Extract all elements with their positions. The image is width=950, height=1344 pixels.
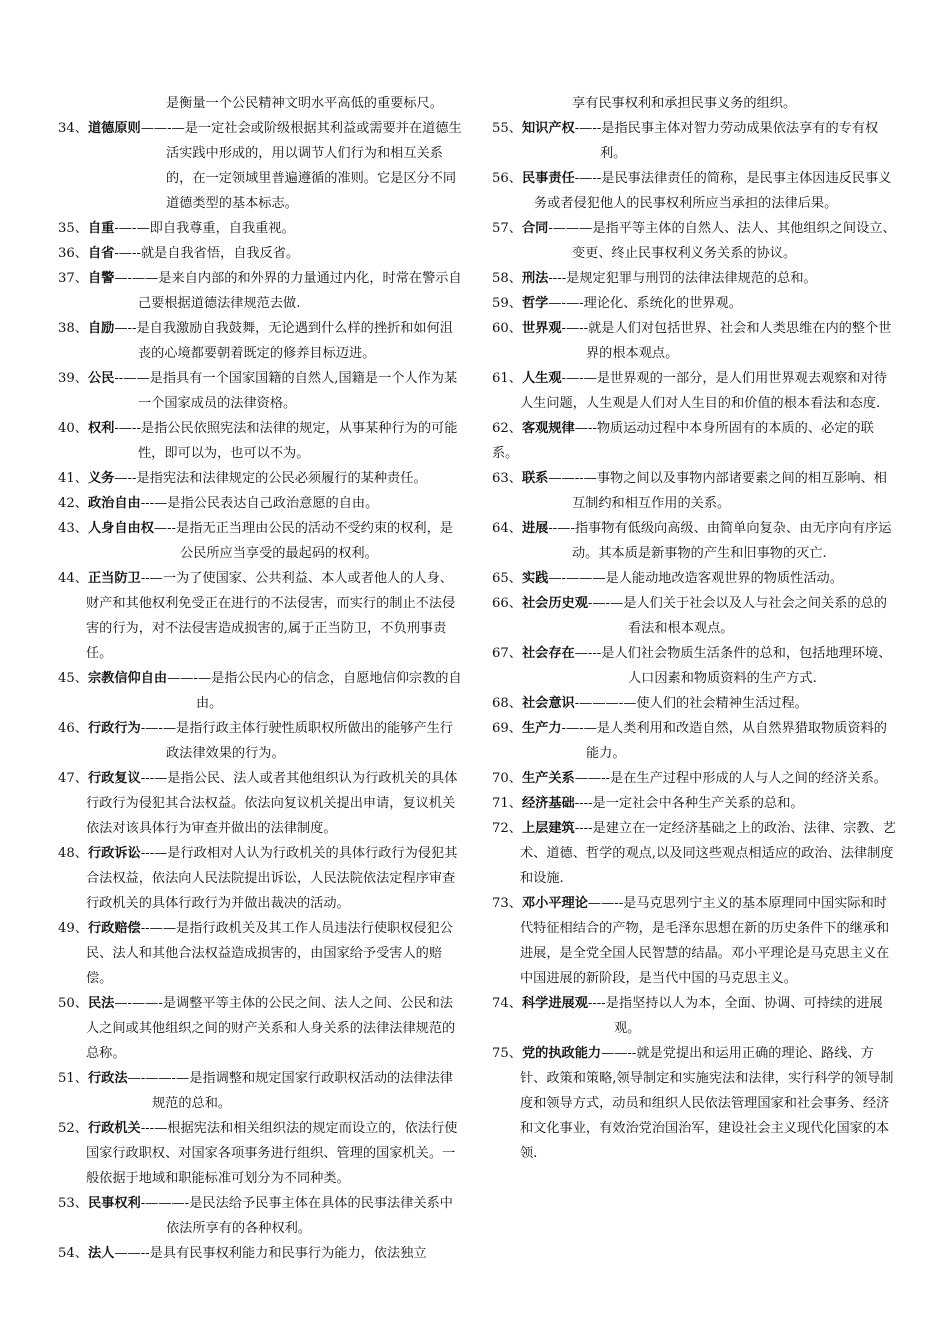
entry-definition: —--是指无正当理由公民的活动不受约束的权利，是公民所应当享受的最起码的权利。 — [153, 521, 453, 561]
entry-definition: -—--就是人们对包括世界、社会和人类思维在内的整个世界的根本观点。 — [561, 321, 892, 361]
entry-number: 70、 — [492, 771, 522, 786]
entry-term: 生产力 — [521, 721, 562, 736]
entry-term: 上层建筑 — [521, 821, 575, 836]
entry-r73 — [492, 891, 898, 991]
entry-term: 行政法 — [87, 1071, 128, 1086]
entry-number: 36、 — [58, 246, 88, 261]
entry-l48 — [58, 841, 466, 916]
entry-number: 55、 — [492, 121, 522, 136]
entry-definition: -—--是民事法律责任的简称，是民事主体因违反民事义务或者侵犯他人的民事权利所应当承担的法律后果。 — [534, 171, 892, 211]
entry-term: 刑法 — [521, 271, 549, 286]
entry-r62 — [492, 416, 898, 466]
entry-term: 社会意识 — [521, 696, 575, 711]
entry-number: 73、 — [492, 896, 522, 911]
entry-definition: ---—是行政相对人认为行政机关的具体行政行为侵犯其合法权益，依法向人民法院提出诉讼，人民法院依法定程序审查行政机关的具体行政行为并做出裁决的活动。 — [86, 846, 458, 911]
entry-number: 43、 — [58, 521, 88, 536]
entry-definition: —---是人们社会物质生活条件的总和，包括地理环境、人口因素和物质资料的生产方式. — [574, 646, 892, 686]
entry-definition: -—-—是世界观的一部分，是人们用世界观去观察和对待人生问题，人生观是人们对人生目的和价值的根本看法和态度. — [520, 371, 887, 411]
entry-r59 — [492, 291, 898, 316]
entry-term: 党的执政能力 — [521, 1046, 602, 1061]
entry-number: 64、 — [492, 521, 522, 536]
entry-definition: 享有民事权利和承担民事义务的组织。 — [572, 96, 797, 111]
entry-l42 — [58, 491, 466, 516]
entry-l46 — [58, 716, 466, 766]
entry-definition: --——是指行政机关及其工作人员违法行使职权侵犯公民、法人和其他合法权益造成损害的，由国家给予受害人的赔偿。 — [86, 921, 453, 986]
entry-term: 经济基础 — [521, 796, 575, 811]
entry-l50 — [58, 991, 466, 1066]
entry-number: 67、 — [492, 646, 522, 661]
entry-r70 — [492, 766, 898, 791]
left-column — [58, 91, 466, 1266]
entry-term: 自警 — [87, 271, 115, 286]
entry-number: 57、 — [492, 221, 522, 236]
entry-r61 — [492, 366, 898, 416]
entry-number: 48、 — [58, 846, 88, 861]
entry-definition: ——-—是指公民内心的信念，自愿地信仰宗教的自由。 — [167, 671, 462, 711]
entry-number: 44、 — [58, 571, 88, 586]
entry-term: 道德原则 — [87, 121, 141, 136]
entry-l34 — [58, 116, 466, 216]
entry-r-cont — [492, 91, 898, 116]
entry-l38 — [58, 316, 466, 366]
entry-term: 行政诉讼 — [87, 846, 141, 861]
entry-term: 正当防卫 — [87, 571, 141, 586]
entry-number: 66、 — [492, 596, 522, 611]
entry-r60 — [492, 316, 898, 366]
entry-number: 65、 — [492, 571, 522, 586]
entry-definition: -—-—即自我尊重，自我重视。 — [114, 221, 295, 236]
entry-l43 — [58, 516, 466, 566]
entry-number: 42、 — [58, 496, 88, 511]
entry-term: 行政行为 — [87, 721, 141, 736]
entry-r69 — [492, 716, 898, 766]
entry-definition: —--物质运动过程中本身所固有的本质的、必定的联系。 — [492, 421, 874, 461]
entry-term: 法人 — [87, 1246, 115, 1261]
entry-term: 客观规律 — [521, 421, 575, 436]
entry-term: 科学进展观 — [521, 996, 588, 1011]
entry-definition: ---—是指公民表达自己政治意愿的自由。 — [140, 496, 379, 511]
entry-number: 56、 — [492, 171, 522, 186]
entry-definition: -———-—使人们的社会精神生活过程。 — [574, 696, 808, 711]
entry-term: 自重 — [87, 221, 115, 236]
entry-definition: ——--是马克思列宁主义的基本原理同中国实际和时代特征相结合的产物，是毛泽东思想在新的历史条件下的继承和进展，是全党全国人民智慧的结晶。邓小平理论是马克思主义在中国进展的新阶段，是当代中国的马克思主义。 — [520, 896, 890, 986]
entry-r63 — [492, 466, 898, 516]
entry-term: 权利 — [87, 421, 115, 436]
entry-definition: -—-—是人类利用和改造自然，从自然界猎取物质资料的能力。 — [561, 721, 887, 761]
entry-term: 行政机关 — [87, 1121, 141, 1136]
entry-definition: -———-是民法给予民事主体在具体的民事法律关系中依法所享有的各种权利。 — [140, 1196, 453, 1236]
entry-l40 — [58, 416, 466, 466]
entry-number: 51、 — [58, 1071, 88, 1086]
right-column — [492, 91, 898, 1166]
entry-definition: -—--是指民事主体对智力劳动成果依法享有的专有权利。 — [574, 121, 879, 161]
entry-number: 46、 — [58, 721, 88, 736]
entry-r71 — [492, 791, 898, 816]
entry-number: 59、 — [492, 296, 522, 311]
entry-l35 — [58, 216, 466, 241]
entry-l36 — [58, 241, 466, 266]
entry-term: 民事权利 — [87, 1196, 141, 1211]
entry-l53 — [58, 1191, 466, 1241]
entry-number: 58、 — [492, 271, 522, 286]
entry-r67 — [492, 641, 898, 691]
entry-term: 社会历史观 — [521, 596, 588, 611]
entry-r74 — [492, 991, 898, 1041]
entry-l52 — [58, 1116, 466, 1191]
entry-definition: --—-指事物有低级向高级、由简单向复杂、由无序向有序运动。其本质是新事物的产生和旧事物的灭亡. — [548, 521, 892, 561]
entry-term: 知识产权 — [521, 121, 575, 136]
entry-definition: —--是指宪法和法律规定的公民必须履行的某种责任。 — [114, 471, 427, 486]
entry-definition: ---—根据宪法和相关组织法的规定而设立的，依法行使国家行政职权、对国家各项事务进行组织、管理的国家机关。一般依据于地域和职能标准可划分为不同种类。 — [86, 1121, 458, 1186]
entry-term: 自励 — [87, 321, 115, 336]
entry-term: 世界观 — [521, 321, 562, 336]
entry-definition: ----是一定社会中各种生产关系的总和。 — [574, 796, 804, 811]
entry-l54 — [58, 1241, 466, 1266]
entry-definition: —-——-—是指调整和规定国家行政职权活动的法律法律规范的总和。 — [127, 1071, 453, 1111]
entry-r68 — [492, 691, 898, 716]
entry-l47 — [58, 766, 466, 841]
entry-definition: 是衡量一个公民精神文明水平高低的重要标尺。 — [166, 96, 443, 111]
entry-definition: ---—是指公民、法人或者其他组织认为行政机关的具体行政行为侵犯其合法权益。依法向复议机关提出申请，复议机关依法对该具体行为审查并做出的法律制度。 — [86, 771, 458, 836]
entry-number: 63、 — [492, 471, 522, 486]
entry-term: 民法 — [87, 996, 115, 1011]
entry-term: 行政复议 — [87, 771, 141, 786]
entry-term: 联系 — [521, 471, 549, 486]
entry-definition: -—--就是自我省悟，自我反省。 — [114, 246, 300, 261]
entry-l41 — [58, 466, 466, 491]
entry-term: 生产关系 — [521, 771, 575, 786]
entry-l45 — [58, 666, 466, 716]
entry-number: 62、 — [492, 421, 522, 436]
entry-number: 74、 — [492, 996, 522, 1011]
entry-r58 — [492, 266, 898, 291]
entry-number: 47、 — [58, 771, 88, 786]
entry-number: 75、 — [492, 1046, 522, 1061]
entry-definition: ----是指坚持以人为本，全面、协调、可持续的进展观。 — [587, 996, 883, 1036]
entry-number: 52、 — [58, 1121, 88, 1136]
entry-definition: —-——是来自内部的和外界的力量通过内化，时常在警示自己要根据道德法律规范去做. — [114, 271, 462, 311]
entry-definition: -—-—是指行政主体行驶性质职权所做出的能够产生行政法律效果的行为。 — [140, 721, 453, 761]
entry-term: 人生观 — [521, 371, 562, 386]
entry-term: 实践 — [521, 571, 549, 586]
entry-r55 — [492, 116, 898, 166]
entry-r65 — [492, 566, 898, 591]
entry-definition: ——--—事物之间以及事物内部诸要素之间的相互影响、相互制约和相互作用的关系。 — [548, 471, 887, 511]
entry-term: 邓小平理论 — [521, 896, 588, 911]
entry-r75 — [492, 1041, 898, 1166]
entry-definition: ----是规定犯罪与刑罚的法律法律规范的总和。 — [548, 271, 817, 286]
entry-number: 39、 — [58, 371, 88, 386]
entry-term: 合同 — [521, 221, 549, 236]
entry-definition: ——--就是党提出和运用正确的理论、路线、方针、政策和策略,领导制定和实施宪法和法律，实行科学的领导制度和领导方式，动员和组织人民依法管理国家和社会事务、经济和文化事业，有效治党治国治军，建设社会主义现代化国家的本领. — [520, 1046, 894, 1161]
entry-term: 政治自由 — [87, 496, 141, 511]
entry-number: 37、 — [58, 271, 88, 286]
entry-r57 — [492, 216, 898, 266]
entry-number: 38、 — [58, 321, 88, 336]
entry-term: 民事责任 — [521, 171, 575, 186]
entry-term: 人身自由权 — [87, 521, 154, 536]
entry-number: 35、 — [58, 221, 88, 236]
entry-definition: --——是指具有一个国家国籍的自然人,国籍是一个人作为某一个国家成员的法律资格。 — [114, 371, 458, 411]
entry-number: 72、 — [492, 821, 522, 836]
entry-number: 50、 — [58, 996, 88, 1011]
entry-definition: ----是建立在一定经济基础之上的政治、法律、宗教、艺术、道德、哲学的观点,以及同这些观点相适应的政治、法律制度和设施. — [520, 821, 896, 886]
entry-term: 义务 — [87, 471, 115, 486]
entry-number: 69、 — [492, 721, 522, 736]
entry-r64 — [492, 516, 898, 566]
entry-term: 宗教信仰自由 — [87, 671, 168, 686]
entry-definition: --—一为了使国家、公共利益、本人或者他人的人身、财产和其他权利免受正在进行的不法侵害，而实行的制止不法侵害的行为，对不法侵害造成损害的,属于正当防卫，不负刑事责任。 — [86, 571, 456, 661]
entry-definition: —-——-是调整平等主体的公民之间、法人之间、公民和法人之间或其他组织之间的财产关系和人身关系的法律法律规范的总称。 — [86, 996, 456, 1061]
entry-definition: —--是自我激励自我鼓舞，无论遇到什么样的挫折和如何沮丧的心境都要朝着既定的修养目标迈进。 — [114, 321, 453, 361]
entry-r56 — [492, 166, 898, 216]
entry-number: 41、 — [58, 471, 88, 486]
entry-number: 34、 — [58, 121, 88, 136]
entry-definition: ——--是具有民事权利能力和民事行为能力，依法独立 — [114, 1246, 427, 1261]
entry-l44 — [58, 566, 466, 666]
entry-definition: —-—-理论化、系统化的世界观。 — [548, 296, 742, 311]
entry-number: 40、 — [58, 421, 88, 436]
entry-definition: —-———是人能动地改造客观世界的物质性活动。 — [548, 571, 843, 586]
entry-l51 — [58, 1066, 466, 1116]
entry-number: 49、 — [58, 921, 88, 936]
entry-term: 自省 — [87, 246, 115, 261]
entry-number: 53、 — [58, 1196, 88, 1211]
entry-number: 71、 — [492, 796, 522, 811]
entry-term: 哲学 — [521, 296, 549, 311]
entry-number: 60、 — [492, 321, 522, 336]
entry-r66 — [492, 591, 898, 641]
entry-definition: -———是指平等主体的自然人、法人、其他组织之间设立、变更、终止民事权利义务关系的协议。 — [548, 221, 896, 261]
entry-definition: ——-—是一定社会或阶级根据其利益或需要并在道德生活实践中形成的，用以调节人们行为和相互关系的，在一定领域里普遍遵循的准则。它是区分不同道德类型的基本标志。 — [140, 121, 462, 211]
entry-number: 45、 — [58, 671, 88, 686]
entry-definition: ——--是在生产过程中形成的人与人之间的经济关系。 — [574, 771, 887, 786]
entry-l37 — [58, 266, 466, 316]
entry-r72 — [492, 816, 898, 891]
entry-l49 — [58, 916, 466, 991]
entry-term: 进展 — [521, 521, 549, 536]
entry-term: 社会存在 — [521, 646, 575, 661]
entry-number: 61、 — [492, 371, 522, 386]
entry-definition: -—--是指公民依照宪法和法律的规定，从事某种行为的可能性，即可以为，也可以不为。 — [114, 421, 458, 461]
entry-term: 公民 — [87, 371, 115, 386]
entry-number: 68、 — [492, 696, 522, 711]
entry-l39 — [58, 366, 466, 416]
entry-definition: -—-—是人们关于社会以及人与社会之间关系的总的看法和根本观点。 — [587, 596, 887, 636]
entry-term: 行政赔偿 — [87, 921, 141, 936]
entry-l-cont — [58, 91, 466, 116]
entry-number: 54、 — [58, 1246, 88, 1261]
